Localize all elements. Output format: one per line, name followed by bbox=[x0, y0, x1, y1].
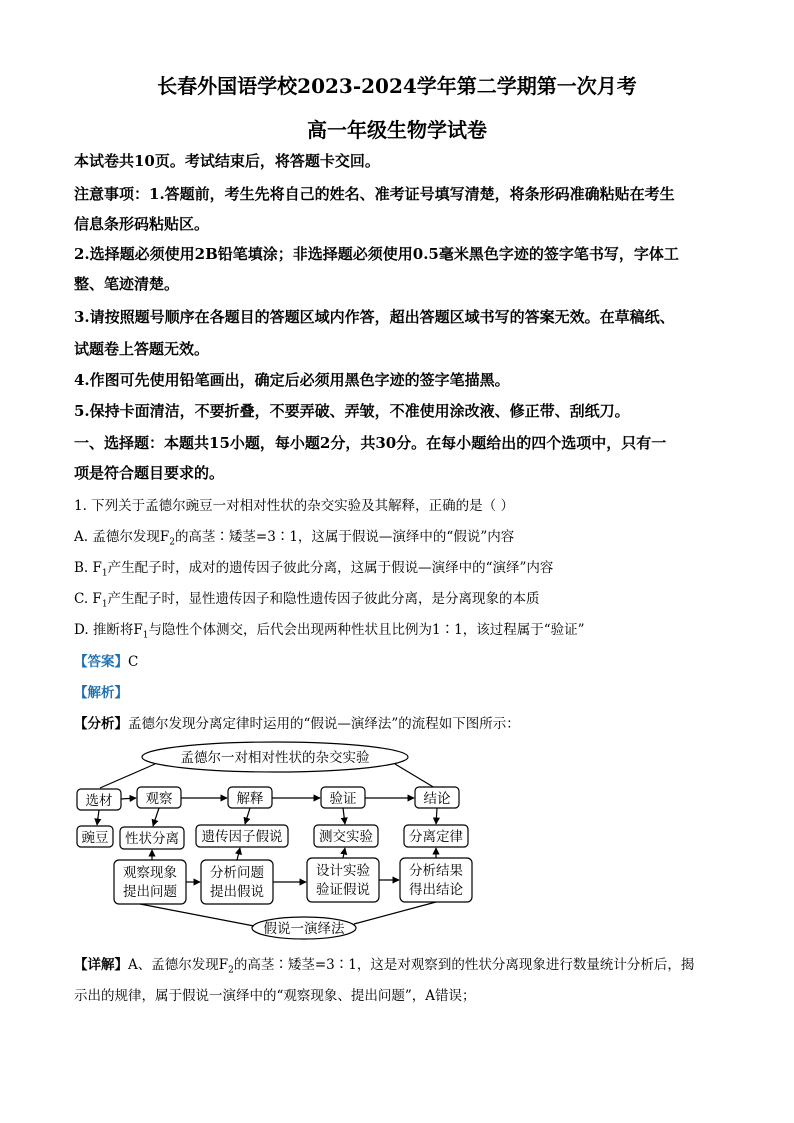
arrow bbox=[343, 848, 345, 858]
arrow bbox=[343, 808, 345, 824]
detail-text: A、孟德尔发现F bbox=[128, 957, 229, 973]
note-line: 3.请按照题号顺序在各题目的答题区域内作答，超出答题区域书写的答案无效。在草稿纸、 bbox=[74, 308, 675, 326]
row1-label: 结论 bbox=[423, 791, 451, 807]
row3-label: 验证假说 bbox=[316, 882, 370, 898]
answer-value: C bbox=[128, 654, 139, 670]
section-heading: 项是符合题目要求的。 bbox=[74, 464, 225, 482]
fenxi-text: 孟德尔发现分离定律时运用的“假说—演绎法”的流程如下图所示： bbox=[128, 716, 520, 732]
note-line: 注意事项：1.答题前，考生先将自己的姓名、准考证号填写清楚，将条形码准确粘贴在考生 bbox=[74, 185, 675, 203]
row2-label: 遗传因子假说 bbox=[201, 829, 283, 845]
section-heading: 一、选择题：本题共15小题，每小题2分，共30分。在每小题给出的四个选项中，只有一 bbox=[74, 434, 667, 452]
subscript: 1 bbox=[101, 599, 108, 610]
row2-label: 测交实验 bbox=[319, 829, 373, 845]
subscript: 2 bbox=[228, 965, 234, 976]
row3-label: 分析结果 bbox=[409, 863, 463, 879]
connector bbox=[395, 764, 435, 788]
connector bbox=[100, 764, 155, 788]
arrow bbox=[121, 798, 136, 799]
detail-text: 的高茎∶矮茎=3∶1，这是对观察到的性状分离现象进行数量统计分析后，揭 bbox=[233, 957, 695, 973]
row2-label: 性状分离 bbox=[125, 831, 179, 847]
arrow bbox=[436, 808, 437, 824]
row3-label: 提出假说 bbox=[210, 884, 264, 900]
subscript: 1 bbox=[101, 568, 108, 579]
option-a bbox=[74, 525, 514, 548]
row2-label: 豌豆 bbox=[81, 830, 109, 846]
arrow bbox=[97, 810, 99, 825]
option-c bbox=[74, 587, 540, 610]
connector bbox=[354, 902, 436, 924]
note-line: 信息条形码粘贴区。 bbox=[74, 215, 210, 233]
note-line: 整、笔迹清楚。 bbox=[74, 275, 180, 293]
option-a-text: A. 孟德尔发现F bbox=[74, 529, 170, 545]
option-c-text: 产生配子时，显性遗传因子和隐性遗传因子彼此分离，是分离现象的本质 bbox=[107, 591, 540, 607]
option-b bbox=[74, 556, 553, 579]
row1-label: 观察 bbox=[145, 791, 173, 807]
arrow bbox=[245, 808, 250, 824]
hypothetico-deductive-diagram bbox=[70, 740, 490, 940]
row3-label: 得出结论 bbox=[409, 882, 463, 898]
note-line: 5.保持卡面清洁，不要折叠，不要弄破、弄皱，不准使用涂改液、修正带、刮纸刀。 bbox=[74, 402, 630, 420]
row3-label: 分析问题 bbox=[210, 865, 264, 881]
row1-label: 选材 bbox=[85, 793, 113, 809]
option-d-text: 与隐性个体测交，后代会出现两种性状且比例为1∶1，该过程属于“验证” bbox=[148, 622, 585, 638]
answer-line bbox=[74, 650, 138, 670]
arrow bbox=[237, 848, 240, 860]
page-title: 长春外国语学校2023-2024学年第二学期第一次月考 bbox=[157, 74, 637, 98]
intro-line: 本试卷共10页。考试结束后，将答题卡交回。 bbox=[74, 152, 380, 170]
fenxi-line bbox=[74, 712, 520, 732]
detail-line: 示出的规律，属于假说一演绎中的“观察现象、提出问题”，A错误； bbox=[74, 988, 476, 1004]
option-b-text: 产生配子时，成对的遗传因子彼此分离，这属于假说—演绎中的“演绎”内容 bbox=[107, 560, 554, 576]
page-subtitle: 高一年级生物学试卷 bbox=[307, 118, 487, 142]
row1-label: 解释 bbox=[236, 791, 264, 807]
detail-label: 【详解】 bbox=[74, 957, 128, 973]
row1-label: 验证 bbox=[329, 791, 357, 807]
top-ellipse-label: 孟德尔一对相对性状的杂交实验 bbox=[180, 750, 370, 766]
arrow bbox=[153, 808, 159, 826]
question-stem: 1. 下列关于孟德尔豌豆一对相对性状的杂交实验及其解释，正确的是（ ） bbox=[74, 498, 514, 514]
connector bbox=[140, 904, 254, 926]
row3-label: 观察现象 bbox=[123, 865, 177, 881]
note-line: 2.选择题必须使用2B铅笔填涂；非选择题必须使用0.5毫米黑色字迹的签字笔书写，字体工 bbox=[74, 245, 679, 263]
row2-label: 分离定律 bbox=[409, 829, 463, 845]
subscript: 2 bbox=[169, 537, 175, 548]
bottom-ellipse-label: 假说一演绎法 bbox=[263, 921, 345, 937]
row3-label: 提出问题 bbox=[123, 884, 177, 900]
option-d bbox=[74, 618, 585, 641]
option-d-text: D. 推断将F bbox=[74, 622, 143, 638]
fenxi-label: 【分析】 bbox=[74, 716, 128, 732]
detail-line bbox=[74, 953, 694, 976]
row3-label: 设计实验 bbox=[316, 863, 370, 879]
answer-label: 【答案】 bbox=[74, 654, 128, 670]
subscript: 1 bbox=[142, 630, 149, 641]
option-b-text: B. F bbox=[74, 560, 102, 576]
note-line: 试题卷上答题无效。 bbox=[74, 340, 210, 358]
option-c-text: C. F bbox=[74, 591, 102, 607]
option-a-text: 的高茎∶矮茎=3∶1，这属于假说—演绎中的“假说”内容 bbox=[174, 529, 515, 545]
analysis-label: 【解析】 bbox=[74, 685, 128, 701]
note-line: 4.作图可先使用铅笔画出，确定后必须用黑色字迹的签字笔描黑。 bbox=[74, 371, 510, 389]
